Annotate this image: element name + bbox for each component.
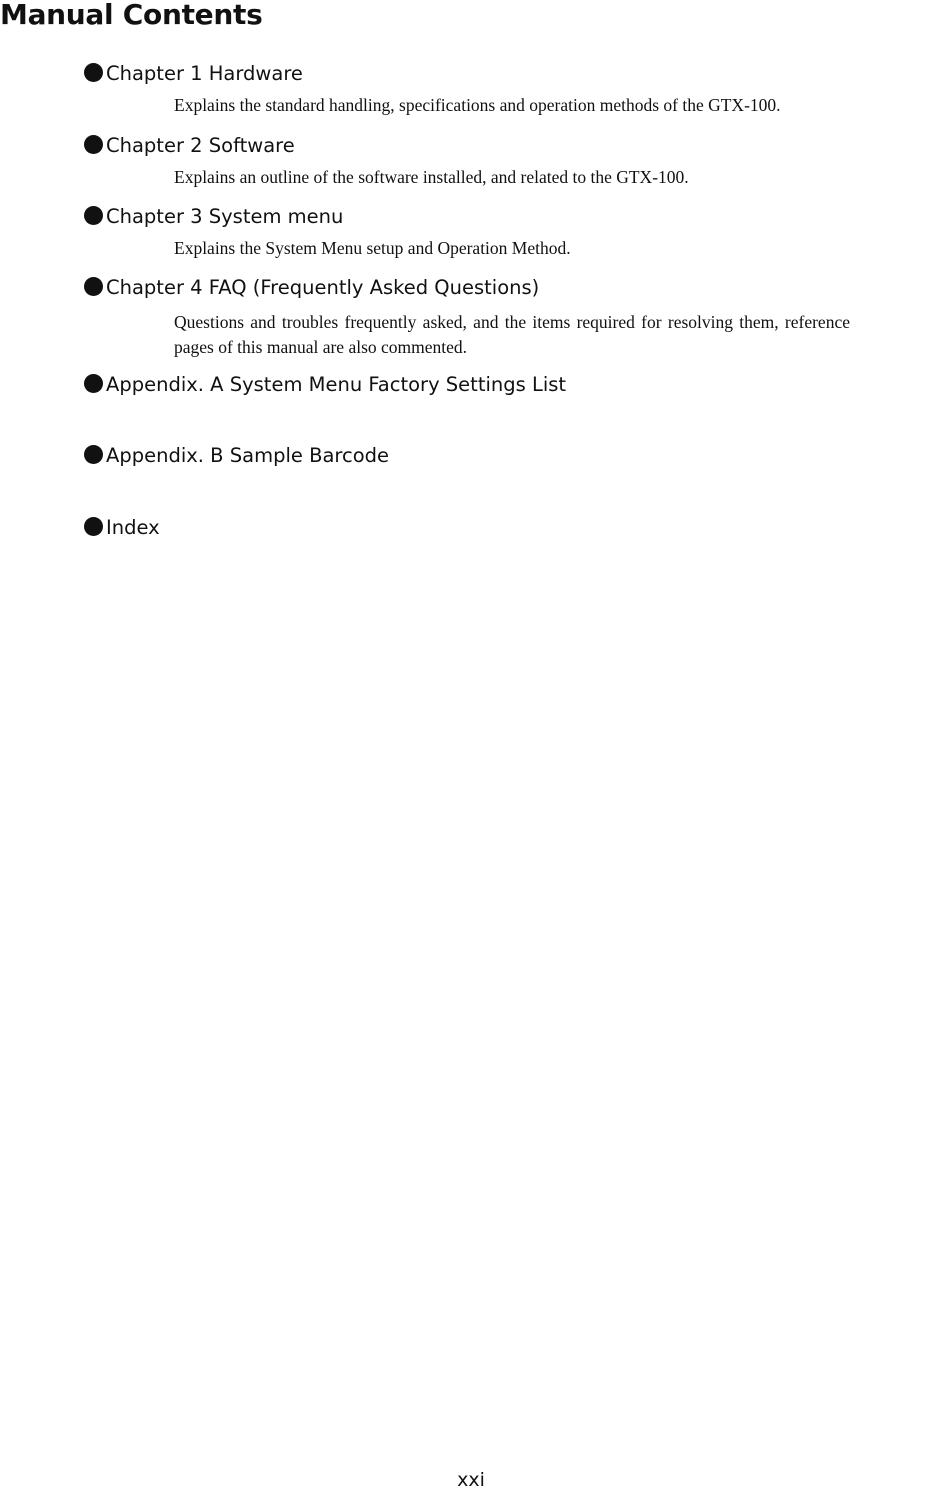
entry-heading [84,515,940,541]
bullet-icon [84,63,103,82]
entry-description: Explains the standard handling, specifications and operation methods of the GTX-100. [174,95,781,115]
bullet-icon [84,374,103,393]
entry-heading-text: Index [106,516,160,539]
contents-entry-appendix-b [84,443,940,469]
bullet-icon [84,445,103,464]
page-title: Manual Contents [0,0,263,31]
entry-heading [84,275,940,301]
bullet-icon [84,277,103,296]
entry-heading [84,133,940,159]
entry-heading-text: Appendix. B Sample Barcode [106,444,390,467]
bullet-icon [84,517,103,536]
entry-description: Questions and troubles frequently asked, and the items required for resolving them, reference pages of this manual are also commented. [174,312,850,357]
contents-entry-index [84,515,940,541]
bullet-icon [84,135,103,154]
entry-heading-text: Appendix. A System Menu Factory Settings List [106,373,567,396]
entry-description: Explains the System Menu setup and Operation Method. [174,238,571,258]
entry-heading [84,443,940,469]
entry-heading [84,372,940,398]
contents-entry-appendix-a [84,372,940,398]
contents-entry-chapter-3 [84,204,940,261]
entry-heading [84,204,940,230]
contents-entry-chapter-1 [84,61,940,118]
contents-entry-chapter-4 [84,275,940,360]
contents-entry-chapter-2 [84,133,940,190]
page-number: xxi [457,1469,485,1491]
entry-heading-text: Chapter 4 FAQ (Frequently Asked Questions) [106,276,540,299]
entry-heading [84,61,940,87]
entry-description: Explains an outline of the software installed, and related to the GTX-100. [174,167,689,187]
entry-heading-text: Chapter 2 Software [106,134,295,157]
bullet-icon [84,206,103,225]
entry-heading-text: Chapter 1 Hardware [106,62,303,85]
entry-heading-text: Chapter 3 System menu [106,205,344,228]
